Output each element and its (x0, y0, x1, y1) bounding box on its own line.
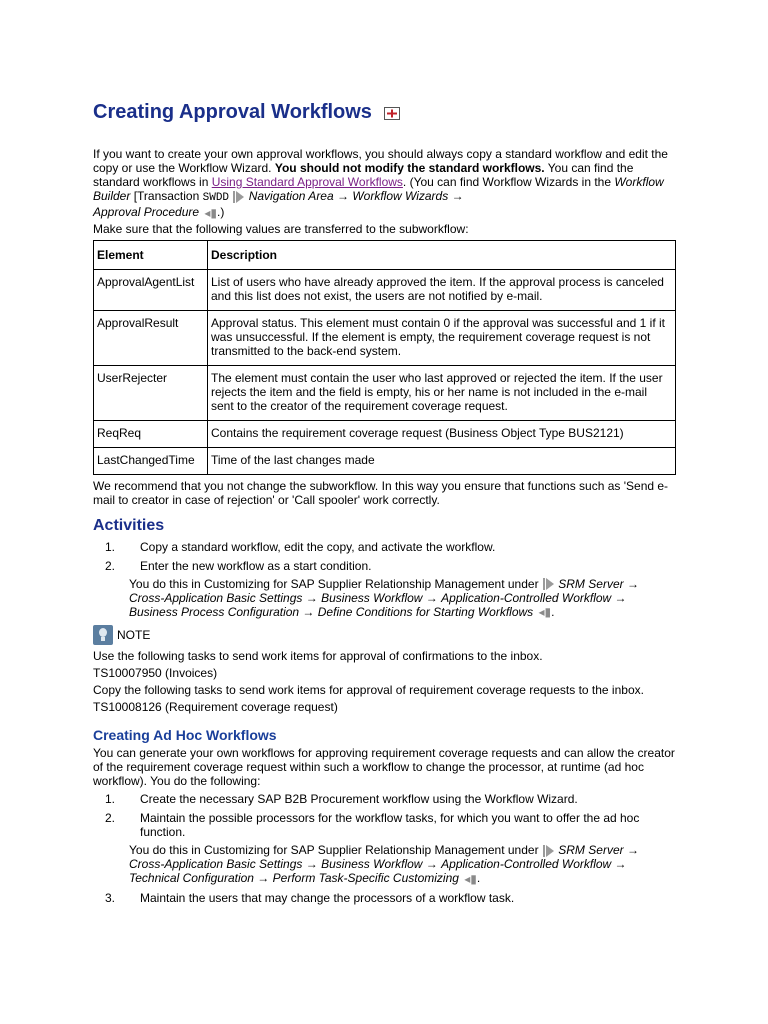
table-cell-element: LastChangedTime (94, 447, 208, 474)
list-item (93, 559, 683, 620)
back-arrow-icon[interactable]: ◂▮ (538, 605, 552, 620)
menu-path-bar-icon (543, 578, 545, 590)
table-cell-description: The element must contain the user who last approved or rejected the item. If the user rejects the item and the field is empty, his or her name is not included in the e-mail sent to the creator of the requirement coverage request. (208, 365, 676, 420)
intro-text-2: You can find the standard workflows in (93, 160, 634, 189)
note-label: NOTE (117, 628, 151, 643)
path-cross-app: Cross-Application Basic Settings (129, 590, 303, 605)
intro-text-3: . (You can find Workflow Wizards in the (402, 174, 615, 189)
table-cell-element: ApprovalResult (94, 310, 208, 365)
adhoc-intro: You can generate your own workflows for approving requirement coverage requests and can allow the creator of the requirement coverage request within such a workflow to change the processor, at runtime (ad hoc workflow). You do the following: (93, 746, 675, 789)
back-arrow-icon[interactable]: ◂▮ (204, 205, 218, 220)
step-number: 2. (105, 811, 116, 826)
detail-text: You do this in Customizing for SAP Supplier Relationship Management under (129, 576, 542, 591)
elements-table (93, 240, 676, 475)
table-row (94, 447, 676, 474)
document-page (93, 100, 683, 910)
note-callout (93, 625, 683, 645)
intro-text-end: .) (217, 204, 225, 219)
expand-icon[interactable] (384, 101, 400, 125)
path-navigation-area: Navigation Area (248, 188, 334, 203)
note-task-requirement: TS10008126 (Requirement coverage request) (93, 700, 338, 715)
table-row (94, 420, 676, 447)
list-item (93, 891, 683, 905)
list-item (93, 540, 683, 554)
detail-period: . (551, 604, 555, 619)
intro-paragraph (93, 147, 683, 220)
path-srm-server: SRM Server (558, 843, 624, 858)
table-cell-description: Approval status. This element must contain 0 if the approval was successful and 1 if it was unsuccessful. If the element is empty, the requirement coverage request is not transmitted to the back-end system. (208, 310, 676, 365)
step-number: 2. (105, 558, 116, 573)
recommendation-text: We recommend that you not change the subworkflow. In this way you ensure that functions such as 'Send e-mail to creator in case of rejection' or 'Call spooler' work correctly. (93, 478, 669, 507)
table-cell-element: ReqReq (94, 420, 208, 447)
table-row (94, 310, 676, 365)
detail-text: You do this in Customizing for SAP Supplier Relationship Management under (129, 843, 542, 858)
table-header-description: Description (208, 240, 676, 269)
path-approval-procedure: Approval Procedure (93, 204, 200, 219)
path-app-controlled: Application-Controlled Workflow (441, 590, 612, 605)
table-header-element: Element (94, 240, 208, 269)
list-item (93, 811, 683, 886)
table-cell-description: List of users who have already approved the item. If the approval process is canceled and this list does not exist, the users are not notified by e-mail. (208, 269, 676, 310)
transaction-code: SWDD (202, 191, 230, 204)
step-number: 3. (105, 891, 116, 906)
step-detail: You do this in Customizing for SAP Supplier Relationship Management under SRM Server → Cross-Application Basic Settings → Business Workflow → Application-Controlled Workflow → Business Process Configuration → Define Conditions for Starting Workflows ◂▮. (129, 576, 639, 620)
step-text: Enter the new workflow as a start condition. (140, 558, 372, 573)
path-define-conditions: Define Conditions for Starting Workflows (317, 604, 534, 619)
step-text: Maintain the users that may change the processors of a workflow task. (140, 891, 515, 906)
menu-path-icon[interactable] (546, 845, 554, 857)
step-text: Copy a standard workflow, edit the copy, and activate the workflow. (140, 539, 496, 554)
adhoc-heading: Creating Ad Hoc Workflows (93, 727, 277, 744)
path-technical-config: Technical Configuration (129, 871, 254, 886)
activities-steps (93, 540, 683, 620)
detail-period: . (476, 871, 481, 886)
intro-text-1: If you want to create your own approval workflows, you should always copy a standard workflow and edit the copy or use the Workflow Wizard. (93, 146, 668, 175)
path-cross-app: Cross-Application Basic Settings (129, 857, 303, 872)
table-header-row (94, 240, 676, 269)
menu-path-bar-icon (543, 845, 545, 857)
menu-path-bar-icon (233, 191, 235, 203)
path-bp-config: Business Process Configuration (129, 604, 300, 619)
step-number: 1. (105, 539, 116, 554)
adhoc-steps (93, 792, 683, 905)
table-cell-description: Contains the requirement coverage request (Business Object Type BUS2121) (208, 420, 676, 447)
note-lightbulb-icon (93, 625, 113, 645)
note-task-invoices: TS10007950 (Invoices) (93, 666, 218, 681)
path-srm-server: SRM Server (558, 576, 624, 591)
standard-workflows-link[interactable]: Using Standard Approval Workflows (211, 174, 403, 189)
path-workflow-wizards: Workflow Wizards (352, 188, 449, 203)
back-arrow-icon[interactable]: ◂▮ (464, 872, 477, 887)
workflow-builder-label: Workflow Builder (93, 174, 664, 203)
activities-heading: Activities (93, 516, 165, 534)
step-number: 1. (105, 792, 116, 807)
table-row (94, 269, 676, 310)
transfer-note: Make sure that the following values are transferred to the subworkflow: (93, 221, 469, 236)
page-title-text: Creating Approval Workflows (93, 101, 372, 123)
path-business-workflow: Business Workflow (321, 857, 423, 872)
note-text: Use the following tasks to send work items for approval of confirmations to the inbox. (93, 649, 543, 664)
intro-text-4: [Transaction (130, 188, 203, 203)
list-item (93, 792, 683, 806)
intro-warning: You should not modify the standard workflows. (274, 160, 545, 175)
step-detail: You do this in Customizing for SAP Supplier Relationship Management under SRM Server → Cross-Application Basic Settings → Business Workflow → Application-Controlled Workflow → Technical Configuration → Perform Task-Specific Customizing ◂▮. (129, 843, 639, 887)
note-text: Copy the following tasks to send work items for approval of requirement coverage requests to the inbox. (93, 683, 644, 698)
path-business-workflow: Business Workflow (321, 590, 423, 605)
step-text: Create the necessary SAP B2B Procurement workflow using the Workflow Wizard. (140, 792, 578, 807)
menu-path-icon[interactable] (236, 191, 244, 203)
path-app-controlled: Application-Controlled Workflow (441, 857, 612, 872)
path-task-customizing: Perform Task-Specific Customizing (272, 871, 459, 886)
page-title (93, 100, 683, 125)
table-cell-element: ApprovalAgentList (94, 269, 208, 310)
path-arrow: → (448, 188, 464, 203)
table-cell-description: Time of the last changes made (208, 447, 676, 474)
step-text: Maintain the possible processors for the workflow tasks, for which you want to offer the ad hoc function. (140, 811, 640, 840)
table-cell-element: UserRejecter (94, 365, 208, 420)
path-arrow: → (333, 188, 353, 203)
table-row (94, 365, 676, 420)
menu-path-icon[interactable] (546, 578, 554, 590)
